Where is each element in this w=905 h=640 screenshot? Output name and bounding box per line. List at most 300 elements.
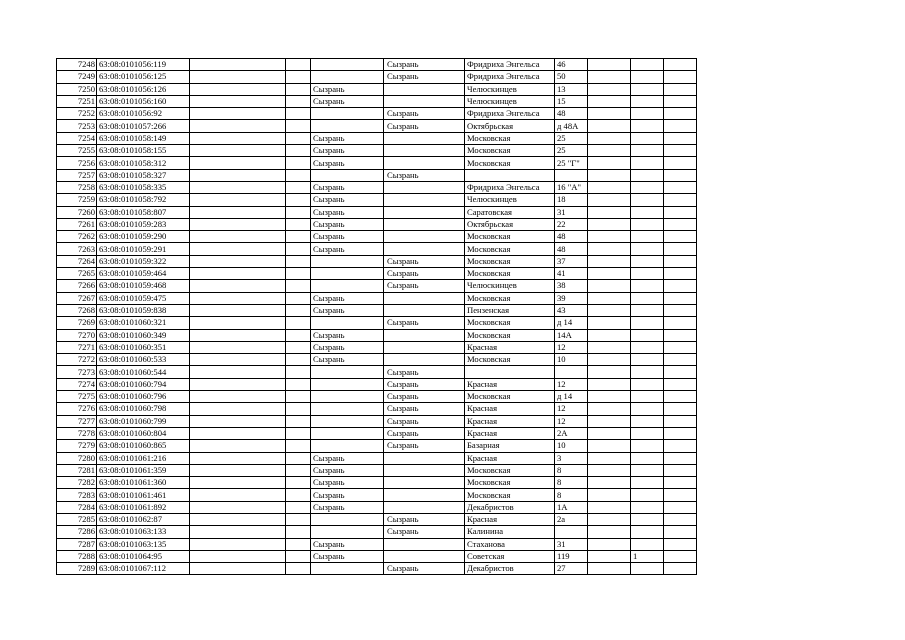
cell-city-col-e: Сызрань	[311, 341, 384, 353]
cell-empty-col-i	[588, 206, 631, 218]
table-row	[57, 378, 697, 390]
table-row	[57, 292, 697, 304]
cell-empty-col-d	[286, 538, 311, 550]
cell-street: Красная	[465, 452, 555, 464]
cell-street: Московская	[465, 231, 555, 243]
cell-street: Октябрьская	[465, 120, 555, 132]
cell-row-number: 7258	[57, 181, 97, 193]
cell-house-number: 2а	[555, 513, 588, 525]
cell-street: Челюскинцев	[465, 194, 555, 206]
cell-empty-col-k	[664, 489, 697, 501]
cell-empty-col-d	[286, 132, 311, 144]
cell-empty-col-c	[190, 317, 286, 329]
cell-empty-col-d	[286, 71, 311, 83]
cell-empty-col-i	[588, 477, 631, 489]
cell-city-col-e	[311, 59, 384, 71]
cell-city-col-f	[384, 206, 465, 218]
cell-city-col-e: Сызрань	[311, 550, 384, 562]
table-row	[57, 403, 697, 415]
cell-street: Московская	[465, 145, 555, 157]
cell-row-number: 7287	[57, 538, 97, 550]
cell-house-number: 12	[555, 415, 588, 427]
cell-cadastral-number: 63:08:0101058:807	[97, 206, 190, 218]
cell-city-col-f: Сызрань	[384, 391, 465, 403]
cell-house-number: 48	[555, 243, 588, 255]
cell-empty-col-k	[664, 563, 697, 575]
cell-house-number: 22	[555, 218, 588, 230]
cell-cadastral-number: 63:08:0101059:475	[97, 292, 190, 304]
table-body	[57, 59, 697, 575]
cell-city-col-e	[311, 120, 384, 132]
cell-empty-col-c	[190, 329, 286, 341]
cell-empty-col-k	[664, 108, 697, 120]
cell-house-number: 25	[555, 132, 588, 144]
cell-house-number: 25	[555, 145, 588, 157]
cell-city-col-e	[311, 317, 384, 329]
cell-empty-col-k	[664, 501, 697, 513]
cell-row-number: 7255	[57, 145, 97, 157]
cell-empty-col-i	[588, 71, 631, 83]
cell-extra-col-j	[631, 132, 664, 144]
cell-extra-col-j	[631, 489, 664, 501]
cell-empty-col-c	[190, 501, 286, 513]
cell-city-col-e	[311, 255, 384, 267]
cell-empty-col-i	[588, 501, 631, 513]
cell-empty-col-i	[588, 304, 631, 316]
table-row	[57, 268, 697, 280]
cell-street: Фридриха Энгельса	[465, 181, 555, 193]
cell-row-number: 7265	[57, 268, 97, 280]
cell-empty-col-c	[190, 95, 286, 107]
cell-house-number: 8	[555, 477, 588, 489]
cell-city-col-f	[384, 452, 465, 464]
cell-extra-col-j	[631, 415, 664, 427]
cell-city-col-f: Сызрань	[384, 268, 465, 280]
cell-row-number: 7253	[57, 120, 97, 132]
cell-cadastral-number: 63:08:0101060:321	[97, 317, 190, 329]
cell-house-number: 16 "А"	[555, 181, 588, 193]
cell-empty-col-c	[190, 464, 286, 476]
table-row	[57, 71, 697, 83]
cell-empty-col-i	[588, 59, 631, 71]
table-row	[57, 95, 697, 107]
cell-street: Московская	[465, 329, 555, 341]
cell-extra-col-j	[631, 120, 664, 132]
table-row	[57, 145, 697, 157]
cell-house-number: 31	[555, 206, 588, 218]
cell-city-col-e: Сызрань	[311, 206, 384, 218]
cell-extra-col-j	[631, 341, 664, 353]
cell-cadastral-number: 63:08:0101056:160	[97, 95, 190, 107]
cell-city-col-e: Сызрань	[311, 181, 384, 193]
cell-city-col-e: Сызрань	[311, 489, 384, 501]
cell-house-number: 48	[555, 108, 588, 120]
cell-cadastral-number: 63:08:0101056:92	[97, 108, 190, 120]
cell-empty-col-d	[286, 513, 311, 525]
cell-empty-col-d	[286, 452, 311, 464]
cell-house-number: 37	[555, 255, 588, 267]
cell-city-col-e	[311, 427, 384, 439]
cell-empty-col-c	[190, 304, 286, 316]
cell-empty-col-i	[588, 427, 631, 439]
cell-house-number: 119	[555, 550, 588, 562]
cell-city-col-f	[384, 132, 465, 144]
cell-house-number: 12	[555, 403, 588, 415]
cell-city-col-f	[384, 243, 465, 255]
cell-empty-col-k	[664, 120, 697, 132]
table-row	[57, 329, 697, 341]
cell-city-col-e: Сызрань	[311, 132, 384, 144]
cell-empty-col-d	[286, 83, 311, 95]
cell-empty-col-c	[190, 59, 286, 71]
cell-city-col-f	[384, 501, 465, 513]
cell-street: Красная	[465, 378, 555, 390]
cell-row-number: 7271	[57, 341, 97, 353]
cell-city-col-f: Сызрань	[384, 563, 465, 575]
cell-row-number: 7278	[57, 427, 97, 439]
cell-empty-col-c	[190, 366, 286, 378]
table-row	[57, 489, 697, 501]
cell-street: Фридриха Энгельса	[465, 108, 555, 120]
cell-empty-col-i	[588, 513, 631, 525]
cell-cadastral-number: 63:08:0101056:119	[97, 59, 190, 71]
cell-row-number: 7250	[57, 83, 97, 95]
cell-extra-col-j	[631, 95, 664, 107]
cell-empty-col-i	[588, 464, 631, 476]
cell-extra-col-j	[631, 145, 664, 157]
cell-house-number: 41	[555, 268, 588, 280]
cell-city-col-f: Сызрань	[384, 317, 465, 329]
cell-empty-col-c	[190, 538, 286, 550]
cell-empty-col-i	[588, 452, 631, 464]
cell-street: Московская	[465, 464, 555, 476]
cell-city-col-e	[311, 526, 384, 538]
cell-street: Калинина	[465, 526, 555, 538]
cell-street: Саратовская	[465, 206, 555, 218]
cell-city-col-f: Сызрань	[384, 71, 465, 83]
cell-empty-col-d	[286, 59, 311, 71]
table-row	[57, 231, 697, 243]
cell-empty-col-k	[664, 440, 697, 452]
cell-extra-col-j	[631, 181, 664, 193]
cell-empty-col-c	[190, 403, 286, 415]
cell-street: Красная	[465, 403, 555, 415]
cell-empty-col-k	[664, 538, 697, 550]
cell-empty-col-k	[664, 477, 697, 489]
cell-city-col-f	[384, 95, 465, 107]
cell-extra-col-j	[631, 268, 664, 280]
cell-extra-col-j	[631, 391, 664, 403]
cell-empty-col-i	[588, 145, 631, 157]
cell-city-col-e: Сызрань	[311, 194, 384, 206]
cell-empty-col-c	[190, 157, 286, 169]
cell-city-col-e: Сызрань	[311, 95, 384, 107]
cell-empty-col-c	[190, 378, 286, 390]
cell-empty-col-d	[286, 280, 311, 292]
cell-row-number: 7284	[57, 501, 97, 513]
cell-street: Московская	[465, 317, 555, 329]
cell-empty-col-d	[286, 206, 311, 218]
cell-empty-col-c	[190, 268, 286, 280]
cell-extra-col-j	[631, 71, 664, 83]
cell-city-col-f: Сызрань	[384, 59, 465, 71]
table-row	[57, 477, 697, 489]
cell-empty-col-c	[190, 452, 286, 464]
cell-street: Декабристов	[465, 501, 555, 513]
cell-empty-col-k	[664, 231, 697, 243]
cell-city-col-e	[311, 391, 384, 403]
table-row	[57, 415, 697, 427]
table-row	[57, 354, 697, 366]
cell-house-number: 1А	[555, 501, 588, 513]
cell-empty-col-c	[190, 292, 286, 304]
cell-city-col-e: Сызрань	[311, 83, 384, 95]
cell-city-col-f: Сызрань	[384, 366, 465, 378]
cell-cadastral-number: 63:08:0101061:461	[97, 489, 190, 501]
cell-empty-col-c	[190, 108, 286, 120]
cell-empty-col-k	[664, 329, 697, 341]
cell-empty-col-d	[286, 427, 311, 439]
cell-empty-col-d	[286, 268, 311, 280]
cell-row-number: 7277	[57, 415, 97, 427]
cell-empty-col-c	[190, 526, 286, 538]
cell-cadastral-number: 63:08:0101059:468	[97, 280, 190, 292]
cell-city-col-f	[384, 464, 465, 476]
cell-city-col-f	[384, 157, 465, 169]
cell-city-col-f: Сызрань	[384, 280, 465, 292]
cell-cadastral-number: 63:08:0101056:126	[97, 83, 190, 95]
cell-empty-col-d	[286, 231, 311, 243]
cell-street: Московская	[465, 268, 555, 280]
cell-empty-col-d	[286, 95, 311, 107]
cell-extra-col-j	[631, 366, 664, 378]
cell-empty-col-c	[190, 194, 286, 206]
cell-empty-col-c	[190, 255, 286, 267]
cell-street: Челюскинцев	[465, 83, 555, 95]
cell-cadastral-number: 63:08:0101062:87	[97, 513, 190, 525]
cell-empty-col-d	[286, 415, 311, 427]
cell-row-number: 7280	[57, 452, 97, 464]
cell-extra-col-j	[631, 157, 664, 169]
cell-empty-col-d	[286, 304, 311, 316]
table-row	[57, 513, 697, 525]
cell-street: Красная	[465, 513, 555, 525]
cell-row-number: 7270	[57, 329, 97, 341]
table-row	[57, 391, 697, 403]
cell-empty-col-k	[664, 255, 697, 267]
cell-house-number: 15	[555, 95, 588, 107]
cell-city-col-f	[384, 550, 465, 562]
cell-row-number: 7285	[57, 513, 97, 525]
cell-empty-col-d	[286, 526, 311, 538]
cell-row-number: 7261	[57, 218, 97, 230]
cell-row-number: 7252	[57, 108, 97, 120]
cell-empty-col-k	[664, 95, 697, 107]
table-row	[57, 218, 697, 230]
cell-empty-col-k	[664, 317, 697, 329]
cell-city-col-e: Сызрань	[311, 304, 384, 316]
cell-city-col-e: Сызрань	[311, 452, 384, 464]
cell-cadastral-number: 63:08:0101058:312	[97, 157, 190, 169]
table-row	[57, 501, 697, 513]
cell-house-number: 31	[555, 538, 588, 550]
cell-empty-col-i	[588, 132, 631, 144]
cell-empty-col-i	[588, 169, 631, 181]
cell-city-col-f	[384, 145, 465, 157]
cell-city-col-f	[384, 181, 465, 193]
cell-empty-col-c	[190, 341, 286, 353]
cell-city-col-f	[384, 329, 465, 341]
cell-row-number: 7276	[57, 403, 97, 415]
cell-empty-col-d	[286, 317, 311, 329]
cell-empty-col-c	[190, 132, 286, 144]
cell-house-number: 39	[555, 292, 588, 304]
cell-row-number: 7274	[57, 378, 97, 390]
cell-extra-col-j	[631, 440, 664, 452]
cell-city-col-e: Сызрань	[311, 231, 384, 243]
cell-empty-col-k	[664, 341, 697, 353]
cell-empty-col-k	[664, 181, 697, 193]
table-row	[57, 341, 697, 353]
cell-empty-col-d	[286, 440, 311, 452]
cell-cadastral-number: 63:08:0101061:216	[97, 452, 190, 464]
cell-house-number: 43	[555, 304, 588, 316]
cell-empty-col-i	[588, 218, 631, 230]
cell-house-number	[555, 169, 588, 181]
cell-empty-col-d	[286, 120, 311, 132]
table-row	[57, 317, 697, 329]
cell-empty-col-d	[286, 550, 311, 562]
table-row	[57, 452, 697, 464]
cell-city-col-e	[311, 71, 384, 83]
cell-city-col-f	[384, 354, 465, 366]
cell-house-number: д 14	[555, 391, 588, 403]
cell-city-col-f: Сызрань	[384, 120, 465, 132]
cell-empty-col-i	[588, 120, 631, 132]
cell-city-col-f: Сызрань	[384, 513, 465, 525]
cell-city-col-e	[311, 415, 384, 427]
cell-empty-col-k	[664, 452, 697, 464]
cell-empty-col-k	[664, 280, 697, 292]
cell-house-number: д 14	[555, 317, 588, 329]
cell-cadastral-number: 63:08:0101064:95	[97, 550, 190, 562]
cell-row-number: 7248	[57, 59, 97, 71]
cell-row-number: 7283	[57, 489, 97, 501]
cell-house-number: 38	[555, 280, 588, 292]
cell-empty-col-d	[286, 243, 311, 255]
cell-empty-col-d	[286, 292, 311, 304]
cell-extra-col-j	[631, 317, 664, 329]
cell-city-col-f: Сызрань	[384, 440, 465, 452]
cell-empty-col-c	[190, 427, 286, 439]
cell-extra-col-j	[631, 231, 664, 243]
cell-city-col-e: Сызрань	[311, 538, 384, 550]
table-row	[57, 304, 697, 316]
cell-city-col-e: Сызрань	[311, 501, 384, 513]
cell-empty-col-i	[588, 366, 631, 378]
cell-empty-col-i	[588, 538, 631, 550]
cell-street: Красная	[465, 341, 555, 353]
cell-row-number: 7251	[57, 95, 97, 107]
cell-row-number: 7286	[57, 526, 97, 538]
cell-row-number: 7267	[57, 292, 97, 304]
cell-empty-col-i	[588, 292, 631, 304]
cell-cadastral-number: 63:08:0101060:794	[97, 378, 190, 390]
cell-cadastral-number: 63:08:0101060:798	[97, 403, 190, 415]
cell-city-col-f: Сызрань	[384, 169, 465, 181]
cell-cadastral-number: 63:08:0101059:838	[97, 304, 190, 316]
cell-cadastral-number: 63:08:0101060:351	[97, 341, 190, 353]
cell-street: Челюскинцев	[465, 95, 555, 107]
cell-empty-col-k	[664, 169, 697, 181]
cell-cadastral-number: 63:08:0101060:544	[97, 366, 190, 378]
cell-empty-col-i	[588, 354, 631, 366]
cell-row-number: 7266	[57, 280, 97, 292]
cell-row-number: 7260	[57, 206, 97, 218]
cell-city-col-e: Сызрань	[311, 329, 384, 341]
cell-empty-col-i	[588, 317, 631, 329]
cell-extra-col-j	[631, 538, 664, 550]
cell-city-col-f	[384, 304, 465, 316]
cell-empty-col-d	[286, 194, 311, 206]
cell-cadastral-number: 63:08:0101061:892	[97, 501, 190, 513]
table-row	[57, 108, 697, 120]
cell-street: Декабристов	[465, 563, 555, 575]
cell-cadastral-number: 63:08:0101060:804	[97, 427, 190, 439]
cell-empty-col-i	[588, 280, 631, 292]
cell-row-number: 7262	[57, 231, 97, 243]
cell-empty-col-k	[664, 83, 697, 95]
cell-extra-col-j	[631, 243, 664, 255]
cell-empty-col-c	[190, 391, 286, 403]
cell-row-number: 7249	[57, 71, 97, 83]
cell-row-number: 7273	[57, 366, 97, 378]
cell-extra-col-j	[631, 378, 664, 390]
cell-row-number: 7263	[57, 243, 97, 255]
table-row	[57, 59, 697, 71]
cell-empty-col-c	[190, 71, 286, 83]
cell-city-col-e	[311, 268, 384, 280]
cell-cadastral-number: 63:08:0101061:360	[97, 477, 190, 489]
cell-street: Челюскинцев	[465, 280, 555, 292]
cell-empty-col-c	[190, 440, 286, 452]
cell-empty-col-i	[588, 526, 631, 538]
cell-row-number: 7282	[57, 477, 97, 489]
cell-empty-col-k	[664, 218, 697, 230]
cell-city-col-f	[384, 231, 465, 243]
cell-empty-col-d	[286, 378, 311, 390]
cell-city-col-e: Сызрань	[311, 243, 384, 255]
cell-city-col-f	[384, 218, 465, 230]
cell-street: Красная	[465, 427, 555, 439]
cell-row-number: 7269	[57, 317, 97, 329]
cell-empty-col-i	[588, 341, 631, 353]
cell-empty-col-d	[286, 255, 311, 267]
cell-city-col-e: Сызрань	[311, 157, 384, 169]
cell-empty-col-k	[664, 292, 697, 304]
cell-cadastral-number: 63:08:0101060:865	[97, 440, 190, 452]
table-row	[57, 194, 697, 206]
cell-city-col-f	[384, 477, 465, 489]
cell-cadastral-number: 63:08:0101060:349	[97, 329, 190, 341]
cell-empty-col-i	[588, 378, 631, 390]
cell-house-number: 46	[555, 59, 588, 71]
cell-city-col-f: Сызрань	[384, 255, 465, 267]
cell-city-col-e	[311, 440, 384, 452]
cell-row-number: 7259	[57, 194, 97, 206]
cell-city-col-e	[311, 366, 384, 378]
cell-street: Красная	[465, 415, 555, 427]
